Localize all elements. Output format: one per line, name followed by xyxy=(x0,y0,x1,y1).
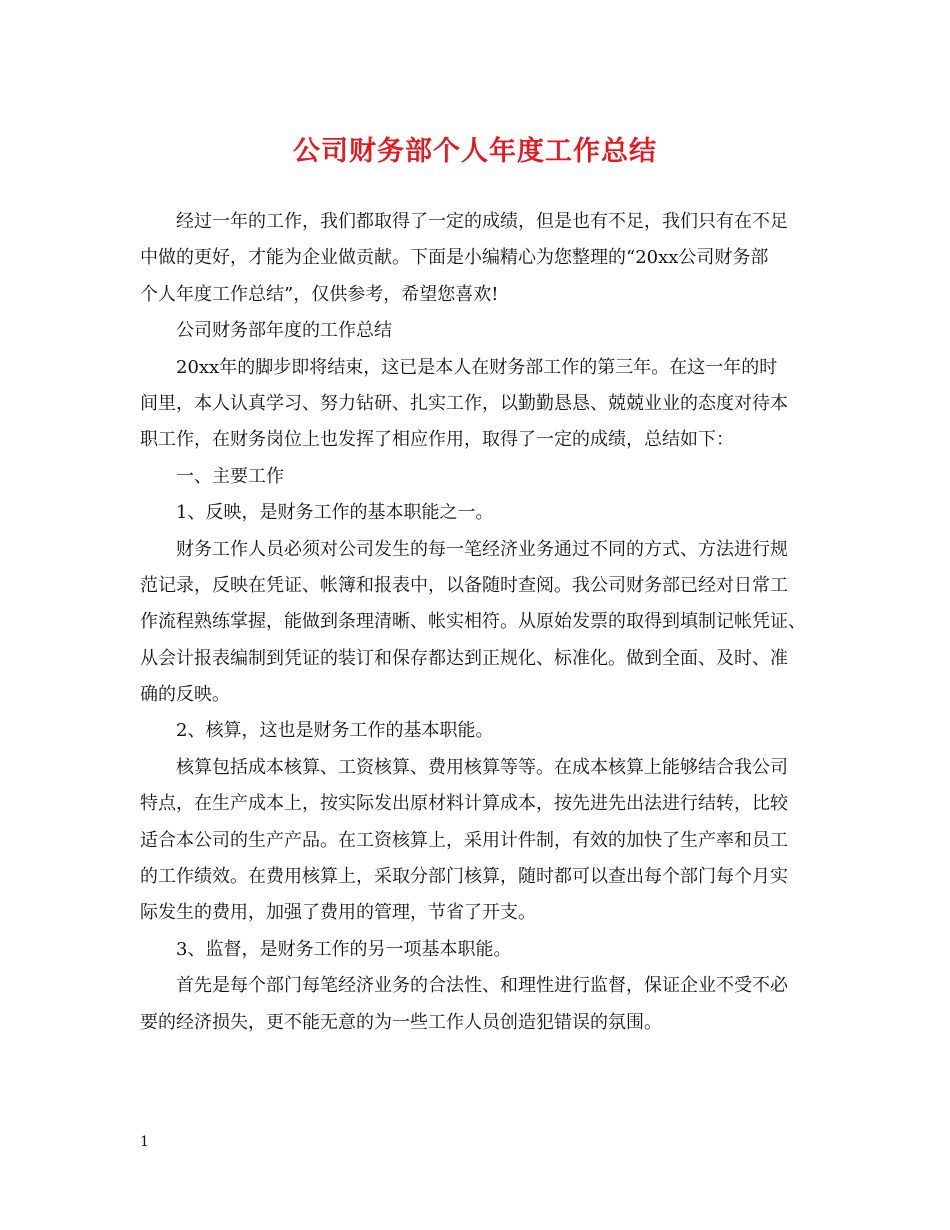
text-line: 20xx年的脚步即将结束，这已是本人在财务部工作的第三年。在这一年的时 xyxy=(176,356,778,378)
page-number: 1 xyxy=(140,1134,149,1150)
text-line: 经过一年的工作，我们都取得了一定的成绩，但是也有不足，我们只有在不足 xyxy=(176,211,788,232)
text-line: 财务工作人员必须对公司发生的每一笔经济业务通过不同的方式、方法进行规 xyxy=(176,538,788,560)
text-line: 从会计报表编制到凭证的装订和保存都达到正规化、标准化。做到全面、及时、准 xyxy=(140,647,788,669)
section-heading: 公司财务部年度的工作总结 xyxy=(176,320,392,342)
subsection-heading: 2、核算，这也是财务工作的基本职能。 xyxy=(176,720,494,742)
text-line: 核算包括成本核算、工资核算、费用核算等等。在成本核算上能够结合我公司 xyxy=(176,756,788,778)
section-heading: 一、主要工作 xyxy=(176,465,284,487)
text-line: 的工作绩效。在费用核算上，采取分部门核算，随时都可以查出每个部门每个月实 xyxy=(140,866,788,888)
document-title: 公司财务部个人年度工作总结 xyxy=(293,136,657,167)
text-line: 确的反映。 xyxy=(140,684,230,706)
text-line: 职工作，在财务岗位上也发挥了相应作用，取得了一定的成绩，总结如下： xyxy=(140,429,734,451)
text-line: 际发生的费用，加强了费用的管理，节省了开支。 xyxy=(140,902,536,924)
text-line: 要的经济损失，更不能无意的为一些工作人员创造犯错误的氛围。 xyxy=(140,1011,662,1033)
text-line: 作流程熟练掌握，能做到条理清晰、帐实相符。从原始发票的取得到填制记帐凭证、 xyxy=(140,611,806,633)
subsection-heading: 3、监督，是财务工作的另一项基本职能。 xyxy=(176,938,512,960)
text-line: 范记录，反映在凭证、帐簿和报表中，以备随时查阅。我公司财务部已经对日常工 xyxy=(140,574,788,596)
text-line: 中做的更好，才能为企业做贡献。下面是小编精心为您整理的“20xx公司财务部 xyxy=(140,247,769,269)
subsection-heading: 1、反映，是财务工作的基本职能之一。 xyxy=(176,502,494,524)
text-line: 个人年度工作总结”，仅供参考，希望您喜欢! xyxy=(140,283,499,305)
text-line: 间里，本人认真学习、努力钻研、扎实工作，以勤勤恳恳、兢兢业业的态度对待本 xyxy=(140,392,788,414)
text-line: 特点，在生产成本上，按实际发出原材料计算成本，按先进先出法进行结转，比较 xyxy=(140,793,788,815)
text-line: 首先是每个部门每笔经济业务的合法性、和理性进行监督，保证企业不受不必 xyxy=(176,975,788,997)
document-body xyxy=(140,204,825,1041)
text-line: 适合本公司的生产产品。在工资核算上，采用计件制，有效的加快了生产率和员工 xyxy=(140,829,788,851)
